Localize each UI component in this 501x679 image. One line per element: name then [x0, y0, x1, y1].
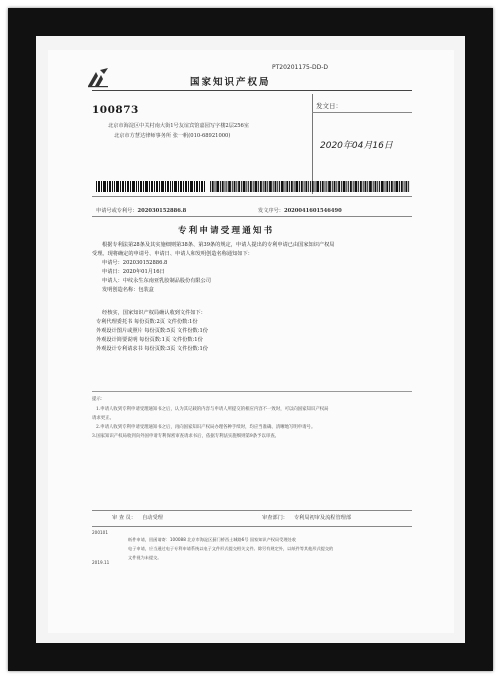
note-item: 1.申请人收到专利申请受理通知书之后，认为其记载的内容与申请人所提交的相应内容不一致时，可以向国家知识产权局: [96, 407, 329, 412]
recipient-address: 北京市海淀区中关村南大街1号友谊宾馆嘉园写字楼2层256室: [108, 123, 250, 129]
serial-number-label: 发文序号：: [258, 208, 284, 214]
field-row: 申请日：2020年01月16日: [102, 269, 165, 275]
intro-line-2: 受理。现将确定的申请号、申请日、申请人和发明创造名称通知如下：: [92, 251, 253, 257]
examiner-rule-top: [92, 510, 412, 511]
footer-line: 电子申请，应当通过电子专利申请系统以电子文件形式提交相关文件。除另有规定外，以纸件等其他形式提交的: [128, 546, 334, 551]
examiner-value: 自动受理: [142, 515, 163, 521]
department-row: [262, 514, 351, 521]
header-rule: [92, 90, 412, 91]
examiner-row: [112, 514, 163, 521]
field-row: 发明创造名称：包装盒: [102, 287, 154, 293]
date-label-rule: [312, 112, 412, 113]
received-file: 专利代理委托书 每份页数:2页 文件份数:1份: [96, 319, 198, 325]
note-item: 请求更正。: [92, 416, 114, 421]
app-number-value: 202030152886.8: [137, 208, 187, 214]
footer-line: 文件视为未提交。: [128, 555, 162, 560]
note-item: 2.申请人收到专利申请受理通知书之后，再向国家知识产权局办理各种手续时，均应当准确、清晰地写明申请号。: [96, 425, 316, 430]
barcode-right-icon: [210, 181, 410, 192]
notes-heading: 提示：: [92, 397, 106, 402]
note-item: 3.国家知识产权局收到向外国申请专利保密审查请求书后，依据专利法实施细则第9条予以审查。: [92, 434, 280, 439]
cnipa-logo-icon: [86, 66, 112, 88]
footer-line: 纸件申请，回函请寄：100088 北京市海淀区蓟门桥西土城路6号 国家知识产权局受理处收: [128, 537, 296, 542]
number-rule: [92, 216, 412, 217]
notice-title: 专利申请受理通知书: [178, 226, 275, 236]
received-file: 外观设计专利请求书 每份页数:3页 文件份数:1份: [96, 346, 208, 352]
intro-line-1: 根据专利法第28条及其实施细则第38条、第39条的规定，申请人提出的专利申请已由国家知识产权局: [102, 242, 335, 248]
received-file: 外观设计简要说明 每份页数:1页 文件份数:1份: [96, 337, 203, 343]
footer-code-2: 2019.11: [92, 560, 110, 565]
barcode-left-icon: [96, 181, 206, 192]
barcode-rule: [92, 196, 412, 197]
office-name: 国家知识产权局: [190, 77, 271, 88]
received-intro: 经核实，国家知识产权局确认收到文件如下：: [102, 310, 206, 316]
received-file: 外观设计图片或照片 每份页数:5页 文件份数:1份: [96, 328, 208, 334]
recipient-agent: 北京市方慧达律师事务所 张一帆(010-68921000): [114, 133, 231, 139]
examiner-label: 审 查 员：: [112, 515, 137, 521]
department-value: 专利局初审及流程管理部: [293, 515, 352, 521]
app-number-label: 申请号或专利号：: [96, 208, 138, 214]
serial-number-row: [258, 207, 342, 214]
footer-code-1: 200101: [92, 530, 108, 535]
issue-date-handwritten: 2020年04月16日: [320, 141, 393, 151]
app-number-row: [96, 207, 186, 214]
field-row: 申请人：中纹永生东南亚乳胶制品股份有限公司: [102, 278, 211, 284]
department-label: 审查部门：: [262, 515, 288, 521]
date-box-divider: [312, 94, 313, 194]
notes-rule: [92, 391, 412, 392]
field-row: 申请号：202030152886.8: [102, 260, 168, 266]
examiner-rule-bottom: [92, 526, 412, 527]
document-code: PT20201175-DD-D: [272, 64, 329, 71]
serial-number-value: 2020041601546490: [283, 208, 342, 214]
recipient-postcode: 100873: [92, 104, 139, 116]
issue-date-label: 发文日：: [316, 102, 342, 110]
